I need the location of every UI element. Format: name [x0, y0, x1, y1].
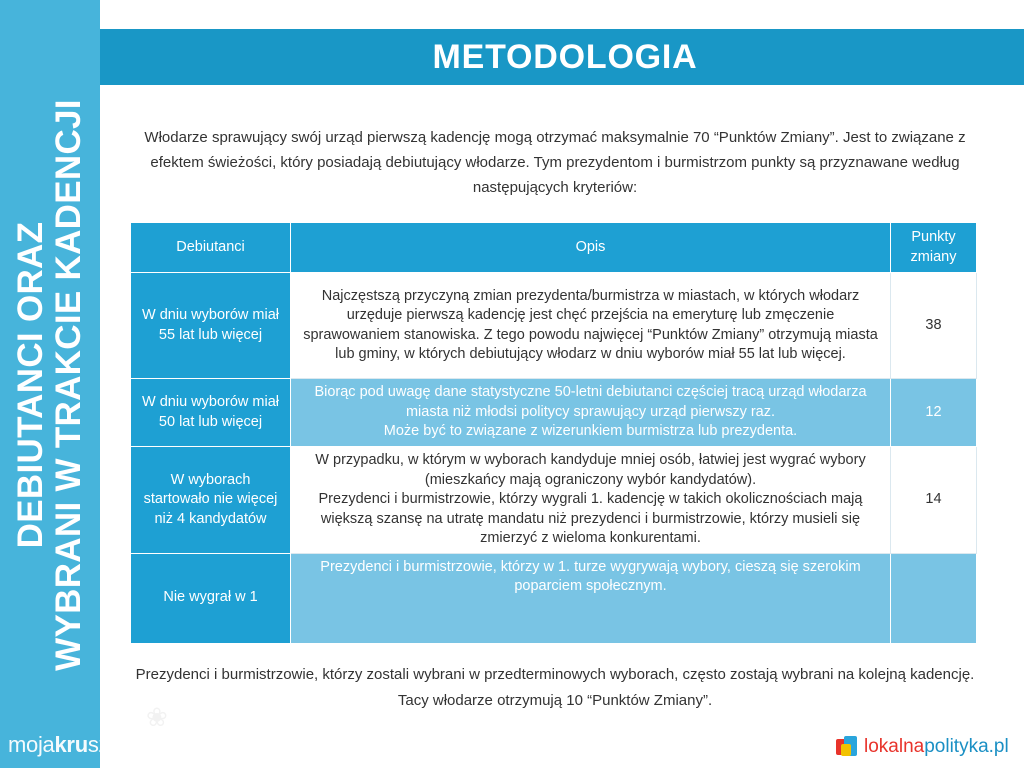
table-row: [131, 447, 977, 554]
tree-logo-icon: ❀: [146, 702, 168, 732]
description-line: W przypadku, w którym w wyborach kandyduje mniej osób, łatwiej jest wygrać wybory (mieszkańcy mają ograniczony wybór kandydatów).: [315, 452, 866, 488]
intro-paragraph: Włodarze sprawujący swój urząd pierwszą kadencję mogą otrzymać maksymalnie 70 “Punktów Zmiany”. Jest to związane z efektem świeżości, który posiadają debiutujący włodarze. Tym prezydentom i burmistrzom punkty są przyznawane według następujących kryteriów:: [144, 129, 966, 196]
description-line: Prezydenci i burmistrzowie, którzy wygrali 1. kadencję w takich okolicznościach mają większą szansę na utratę mandatu niż prezydenci i burmistrzowie, którzy musieli się zmierzyć z wieloma konkurentami.: [318, 491, 863, 546]
table-row: [131, 379, 977, 447]
points-cell: 12: [891, 379, 977, 447]
description-cell: Prezydenci i burmistrzowie, którzy w 1. turze wygrywają wybory, cieszą się szerokim poparciem społecznym.: [291, 553, 891, 643]
criterion-cell: W dniu wyborów miał 55 lat lub więcej: [131, 273, 291, 379]
brand-part2: polityka.pl: [924, 736, 1009, 757]
criteria-table-viewport[interactable]: [130, 222, 976, 605]
sidebar: [0, 0, 100, 768]
table-row: [131, 553, 977, 643]
watermark-bold: kru: [54, 732, 88, 757]
header-debiutanci: Debiutanci: [131, 223, 291, 273]
page-title: METODOLOGIA: [432, 37, 698, 76]
description-cell: Najczęstszą przyczyną zmian prezydenta/burmistrza w miastach, w których włodarz urzęduje pierwszą kadencję jest chęć przejścia na emeryturę lub zmęczenie sprawowaniem stanowiska. Z tego powodu najwięcej “Punktów Zmiany” otrzymują miasta lub gminy, w których debiutujący włodarz w dniu wyborów miał 55 lat lub więcej.: [291, 273, 891, 379]
brand-part1: lokalna: [864, 736, 925, 757]
points-cell: [891, 553, 977, 643]
watermark-text: [8, 732, 174, 758]
sidebar-title-line2: WYBRANI W TRAKCIE KADENCJI: [49, 99, 88, 671]
points-cell: 38: [891, 273, 977, 379]
description-line: Biorąc pod uwagę dane statystyczne 50-letni debiutanci częściej tracą urząd włodarza miasta niż młodsi politycy sprawujący urząd pierwszy raz.: [314, 384, 867, 420]
description-cell: [291, 379, 891, 447]
header-opis: Opis: [291, 223, 891, 273]
outro-paragraph: Prezydenci i burmistrzowie, którzy zostali wybrani w przedterminowych wyborach, często zostają wybrani na kolejną kadencję. Tacy włodarze otrzymują 10 “Punktów Zmiany”.: [135, 666, 975, 709]
sidebar-title: [12, 99, 88, 671]
watermark-mojakruszwica: [8, 702, 198, 768]
points-cell: 14: [891, 447, 977, 554]
table-header-row: [131, 223, 977, 273]
watermark-prefix: moja: [8, 732, 55, 757]
criterion-cell: W dniu wyborów miał 50 lat lub więcej: [131, 379, 291, 447]
brand-logo-icon: [836, 736, 858, 758]
criteria-table: [130, 222, 977, 644]
header-punkty-zmiany: Punkty zmiany: [891, 223, 977, 273]
criterion-cell: W wyborach startowało nie więcej niż 4 kandydatów: [131, 447, 291, 554]
description-line: Może być to związane z wizerunkiem burmistrza lub prezydenta.: [383, 423, 798, 440]
brand-lokalnapolityka[interactable]: [836, 734, 1009, 760]
description-cell: [291, 447, 891, 554]
watermark-suffix: szwica.pl: [87, 732, 175, 757]
criterion-cell: Nie wygrał w 1: [131, 553, 291, 643]
table-row: [131, 273, 977, 379]
header-band: [100, 29, 1024, 85]
sidebar-title-line1: DEBIUTANCI ORAZ: [11, 221, 50, 549]
brand-text: [864, 736, 1009, 758]
